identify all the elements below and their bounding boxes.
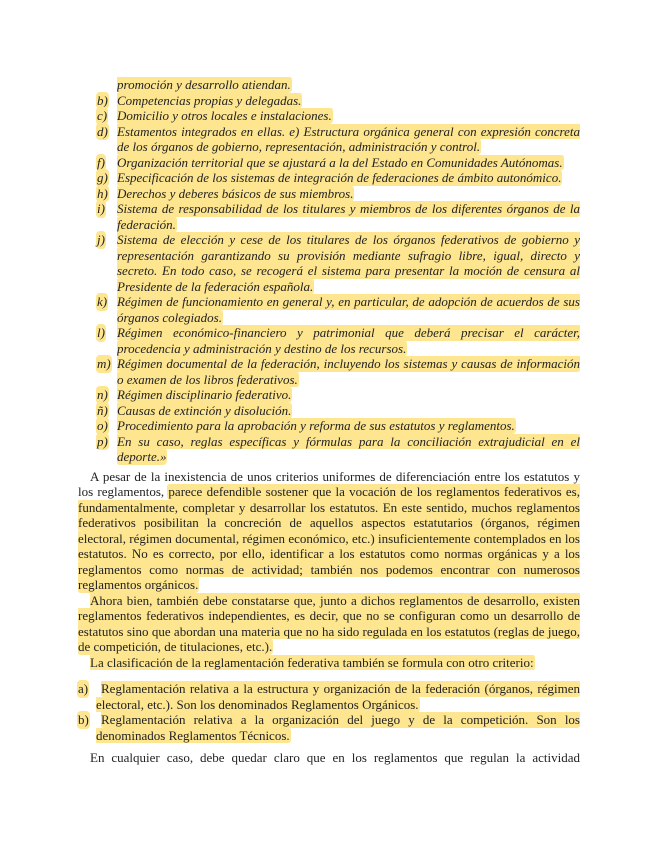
highlighted-text: Sistema de responsabilidad de los titulares y miembros de los diferentes órganos de la (117, 201, 580, 216)
list-label: c) (97, 108, 108, 123)
line-text (117, 418, 580, 434)
list-item-line (0, 77, 655, 93)
line-text (96, 697, 580, 713)
list-label: p) (97, 433, 108, 449)
list-label: f) (97, 154, 105, 170)
highlighted-text: Estamentos integrados en ellas. e) Estructura orgánica general con expresión concreta (117, 123, 580, 139)
line-text (117, 372, 580, 388)
highlighted-text: federativos posibilitan la concreción de aquellos aspectos estatutarios (órganos, régimen (78, 515, 580, 530)
line-text (78, 546, 580, 562)
paragraph-line (0, 577, 655, 593)
line-text (78, 484, 580, 500)
paragraph-line (0, 500, 655, 516)
line-text (117, 449, 580, 465)
highlighted-text: de los órganos de gobierno, representación, administración y control. (117, 139, 481, 154)
paragraph-line (0, 750, 655, 766)
highlighted-text: Régimen económico-financiero y patrimonial que deberá precisar el carácter, (117, 325, 580, 340)
line-text (117, 356, 580, 372)
document-page (0, 77, 655, 766)
line-text (117, 93, 580, 109)
line-text (78, 515, 580, 531)
highlighted-text: Sistema de elección y cese de los titulares de los órganos federativos de gobierno y (117, 232, 580, 247)
list-label: d) (97, 123, 108, 139)
list-item-line (0, 186, 655, 202)
paragraph-line (0, 639, 655, 655)
paragraph-line (0, 655, 655, 671)
line-text (117, 77, 580, 93)
list-item-line (0, 217, 655, 233)
paragraph-line (0, 546, 655, 562)
line-text (78, 577, 580, 593)
list-item-line (0, 232, 655, 248)
line-text (96, 728, 580, 744)
list-item-line (0, 418, 655, 434)
list-label: l) (97, 325, 105, 340)
list-item-line (0, 155, 655, 171)
highlighted-text: Especificación de los sistemas de integración de federaciones de ámbito autonómico. (117, 170, 562, 185)
line-text (117, 434, 580, 450)
highlighted-text: Causas de extinción y disolución. (117, 402, 292, 418)
line-text (117, 387, 580, 403)
paragraph-line (0, 515, 655, 531)
line-text (90, 469, 580, 485)
line-text (117, 217, 580, 233)
list-item-line (0, 372, 655, 388)
list-item-line (0, 325, 655, 341)
line-text (101, 681, 580, 697)
highlighted-text: reglamentos orgánicos. (78, 577, 199, 592)
list-item-line (0, 387, 655, 403)
list-item-line (0, 124, 655, 140)
line-text (117, 139, 580, 155)
highlighted-text: de competición, de titulaciones, etc.). (78, 639, 273, 654)
list-item-line (0, 263, 655, 279)
line-text (117, 201, 580, 217)
line-text (101, 712, 580, 728)
highlighted-text: Régimen documental de la federación, incluyendo los sistemas y causas de información (117, 356, 580, 371)
list-label: j) (97, 232, 105, 247)
line-text (78, 608, 580, 624)
highlighted-text: órganos colegiados. (117, 309, 222, 325)
highlighted-text: fundamentalmente, completar y desarrollar los estatutos. En este sentido, muchos reglamentos (78, 499, 580, 515)
paragraph-line (0, 624, 655, 640)
line-text (117, 263, 580, 279)
highlighted-text: reglamentos federativos independientes, es decir, que no se configuran como un desarrollo de (78, 608, 580, 624)
line-text (90, 750, 580, 766)
list-item-line (0, 248, 655, 264)
text: En cualquier caso, debe quedar claro que en los reglamentos que regulan la actividad (90, 750, 580, 765)
list-item-line (0, 201, 655, 217)
line-text (78, 624, 580, 640)
paragraph-line (0, 593, 655, 609)
list-item-line (0, 139, 655, 155)
highlighted-text: reglamentos como normas de actividad; también nos podemos encontrar con numerosos (78, 561, 580, 577)
line-text (117, 232, 580, 248)
line-text (117, 124, 580, 140)
highlighted-text: promoción y desarrollo atiendan. (117, 77, 291, 92)
highlighted-text: Reglamentación relativa a la organización del juego y de la competición. Son los (101, 712, 580, 727)
list-item-line (0, 681, 655, 697)
list-label: a) (78, 681, 89, 696)
list-item-line (0, 728, 655, 744)
list-label: m) (97, 356, 111, 371)
line-text (90, 593, 580, 609)
list-item-line (0, 93, 655, 109)
highlighted-text: deporte.» (117, 449, 167, 464)
line-text (78, 500, 580, 516)
highlighted-text: Régimen de funcionamiento en general y, en particular, de adopción de acuerdos de sus (117, 294, 580, 309)
highlighted-text: Organización territorial que se ajustará a la del Estado en Comunidades Autónomas. (117, 154, 563, 170)
paragraph-line (0, 531, 655, 547)
highlighted-text: Reglamentación relativa a la estructura y organización de la federación (órganos, régimen (101, 681, 580, 696)
text: los reglamentos, (78, 484, 169, 499)
highlighted-text: Presidente de la federación española. (117, 278, 314, 294)
list-item-line (0, 279, 655, 295)
highlighted-text: secreto. En todo caso, se recogerá el sistema para presentar la moción de censura al (117, 263, 580, 278)
paragraph-line (0, 484, 655, 500)
text: A pesar de la inexistencia de unos criterios uniformes de diferenciación entre los estatutos y (90, 468, 580, 484)
list-item-line (0, 403, 655, 419)
list-item-line (0, 449, 655, 465)
list-label: o) (97, 418, 108, 433)
list-label: i) (97, 201, 105, 216)
highlighted-text: Derechos y deberes básicos de sus miembros. (117, 185, 354, 201)
line-text (117, 325, 580, 341)
list-item-line (0, 712, 655, 728)
paragraph-line (0, 562, 655, 578)
highlighted-text: Competencias propias y delegadas. (117, 92, 302, 108)
list-label: g) (97, 170, 108, 185)
highlighted-text: En su caso, reglas específicas y fórmulas para la conciliación extrajudicial en el (117, 433, 580, 449)
list-item-line (0, 294, 655, 310)
list-item-line (0, 697, 655, 713)
list-label: k) (97, 294, 108, 309)
highlighted-text: estatutos. No es correcto, por ello, identificar a los estatutos como normas orgánicas y a los (78, 546, 580, 561)
list-label: ñ) (97, 402, 108, 418)
highlighted-text: Procedimiento para la aprobación y reforma de sus estatutos y reglamentos. (117, 418, 515, 433)
highlighted-text: federación. (117, 216, 176, 232)
highlighted-text: electoral, etc.). Son los denominados Reglamentos Orgánicos. (96, 696, 419, 712)
list-item-line (0, 170, 655, 186)
highlighted-text: estatutos sino que abordan una materia que no ha sido regulada en los estatutos (reglas de juego, (78, 623, 580, 639)
line-text (117, 248, 580, 264)
line-text (78, 639, 580, 655)
list-item-line (0, 356, 655, 372)
list-item-line (0, 108, 655, 124)
line-text (78, 531, 580, 547)
line-text (117, 403, 580, 419)
line-text (117, 170, 580, 186)
line-text (117, 279, 580, 295)
highlighted-text: La clasificación de la reglamentación federativa también se formula con otro criterio: (90, 654, 534, 670)
highlighted-text: o examen de los libros federativos. (117, 371, 298, 387)
highlighted-text: procedencia y administración y destino de los recursos. (117, 340, 407, 356)
line-text (117, 186, 580, 202)
line-text (90, 655, 580, 671)
list-label: n) (97, 387, 108, 402)
line-text (78, 562, 580, 578)
highlighted-text: representación garantizando su provisión mediante sufragio libre, igual, directo y (117, 247, 580, 263)
highlighted-text: parece defendible sostener que la vocación de los reglamentos federativos es, (168, 484, 580, 499)
highlighted-text: Ahora bien, también debe constatarse que, junto a dichos reglamentos de desarrollo, existen (90, 592, 580, 608)
line-text (117, 108, 580, 124)
list-label: b) (97, 92, 108, 108)
line-text (117, 155, 580, 171)
list-item-line (0, 341, 655, 357)
line-text (117, 310, 580, 326)
highlighted-text: denominados Reglamentos Técnicos. (96, 727, 290, 743)
line-text (117, 341, 580, 357)
highlighted-text: Régimen disciplinario federativo. (117, 387, 292, 402)
list-item-line (0, 434, 655, 450)
paragraph-line (0, 469, 655, 485)
highlighted-text: Domicilio y otros locales e instalaciones. (117, 108, 332, 123)
list-label: h) (97, 185, 108, 201)
list-label: b) (78, 712, 89, 727)
paragraph-line (0, 608, 655, 624)
list-item-line (0, 310, 655, 326)
line-text (117, 294, 580, 310)
highlighted-text: electoral, régimen documental, régimen económico, etc.) insuficientemente contemplados en los (78, 530, 580, 546)
